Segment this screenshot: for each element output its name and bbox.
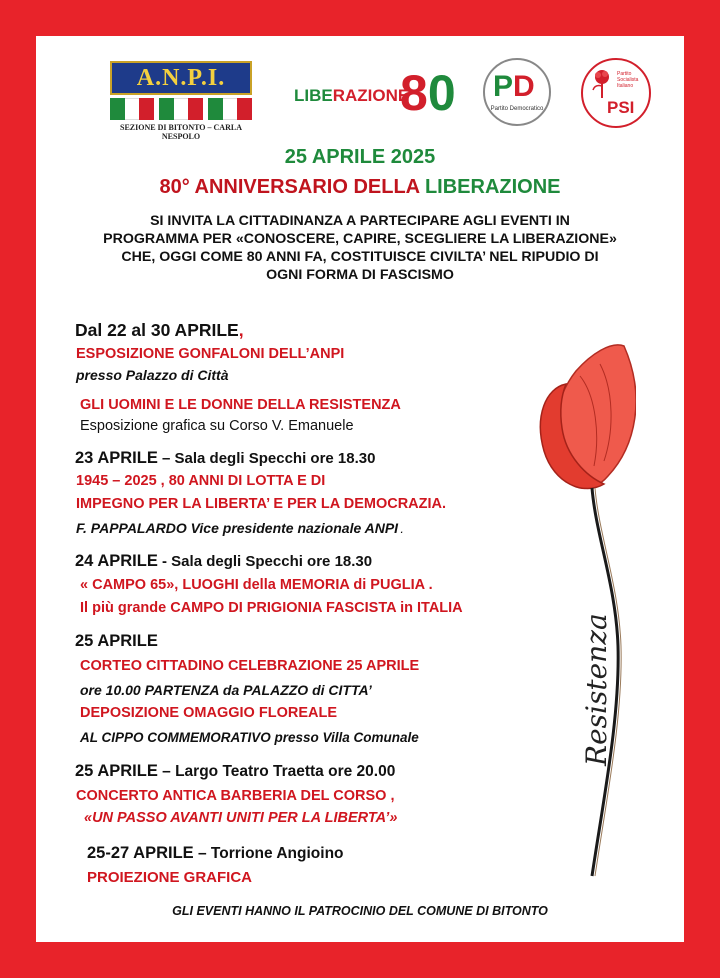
event-3-heading <box>75 449 375 468</box>
event-6-title-line-1: CONCERTO ANTICA BARBERIA DEL CORSO , <box>76 788 395 804</box>
event-1-date: Dal 22 al 30 APRILE, <box>75 320 244 340</box>
event-3-speaker: F. PAPPALARDO Vice presidente nazionale ANPI . <box>76 520 404 536</box>
event-4-date: 24 APRILE <box>75 552 158 570</box>
poster <box>36 36 684 942</box>
anniversary-title-liberazione: LIBERAZIONE <box>424 176 561 198</box>
event-3-place: – Sala degli Specchi ore 18.30 <box>157 450 376 467</box>
event-4-heading <box>75 552 372 571</box>
pd-logo <box>483 58 551 126</box>
event-1-place: presso Palazzo di Città <box>76 367 229 383</box>
event-4-place: - Sala degli Specchi ore 18.30 <box>157 553 373 570</box>
invitation-line: OGNI FORMA DI FASCISMO <box>266 267 454 283</box>
event-6-title-line-2: «UN PASSO AVANTI UNITI PER LA LIBERTA’» <box>84 810 398 826</box>
event-2-title: GLI UOMINI E LE DONNE DELLA RESISTENZA <box>80 397 401 413</box>
flower-caption: Resistenza <box>580 613 613 766</box>
event-5-title-line-2: DEPOSIZIONE OMAGGIO FLOREALE <box>80 705 337 721</box>
event-7-place: – Torrione Angioino <box>193 845 344 862</box>
event-7-date: 25-27 APRILE <box>87 844 194 862</box>
liberazione-80-logo <box>294 65 464 121</box>
liberazione-logo-text: LIBERAZIONE <box>294 86 410 105</box>
footer-patronage: GLI EVENTI HANNO IL PATROCINIO DEL COMUNE DI BITONTO <box>172 904 548 918</box>
psi-logo-text: PSI <box>607 98 635 117</box>
anniversary-title <box>36 176 684 199</box>
event-5-date: 25 APRILE <box>75 632 158 650</box>
event-7-heading <box>87 844 344 863</box>
event-4-title-line-2: Il più grande CAMPO DI PRIGIONIA FASCISTA in ITALIA <box>80 600 463 616</box>
event-3-title-line-2: IMPEGNO PER LA LIBERTA’ E PER LA DEMOCRAZIA. <box>76 496 447 512</box>
invitation-line: CHE, OGGI COME 80 ANNI FA, COSTITUISCE CIVILTA’ NEL RIPUDIO DI <box>121 249 599 265</box>
event-4-title-line-1: « CAMPO 65», LUOGHI della MEMORIA di PUGLIA . <box>80 577 433 593</box>
liberazione-logo-number: 80 <box>400 65 456 121</box>
event-5-line-2: ore 10.00 PARTENZA da PALAZZO di CITTA’ <box>80 682 372 698</box>
poppy-flower-illustration <box>496 336 636 881</box>
psi-logo <box>581 58 651 128</box>
event-6-date: 25 APRILE <box>75 762 158 780</box>
event-1-title: ESPOSIZIONE GONFALONI DELL’ANPI <box>76 346 345 362</box>
pd-logo-letters: PD <box>493 70 535 103</box>
event-6-heading <box>75 762 395 781</box>
anpi-logo-title: A.N.P.I. <box>110 61 252 95</box>
psi-logo-subtitle: Partito Socialista Italiano <box>617 71 639 89</box>
italian-flag-icon <box>110 98 154 120</box>
event-date-title: 25 APRILE 2025 <box>284 146 436 168</box>
italian-flag-icon <box>159 98 203 120</box>
anpi-logo <box>110 61 252 141</box>
event-2-place: Esposizione grafica su Corso V. Emanuele <box>80 418 354 434</box>
event-5-title-line-1: CORTEO CITTADINO CELEBRAZIONE 25 APRILE <box>80 658 420 674</box>
anpi-logo-subtitle: SEZIONE DI BITONTO – CARLA NESPOLO <box>120 123 242 141</box>
invitation-line: PROGRAMMA PER «CONOSCERE, CAPIRE, SCEGLIERE LA LIBERAZIONE» <box>103 231 617 247</box>
event-6-place: – Largo Teatro Traetta ore 20.00 <box>157 763 396 780</box>
pd-logo-subtitle: Partito Democratico <box>490 106 544 112</box>
event-5-line-4: AL CIPPO COMMEMORATIVO presso Villa Comunale <box>80 730 419 745</box>
event-3-date: 23 APRILE <box>75 449 158 467</box>
event-7-title: PROIEZIONE GRAFICA <box>87 869 253 886</box>
italian-flag-icon <box>208 98 252 120</box>
anpi-flags <box>110 98 252 120</box>
invitation-line: SI INVITA LA CITTADINANZA A PARTECIPARE AGLI EVENTI IN <box>150 213 570 229</box>
event-3-title-line-1: 1945 – 2025 , 80 ANNI DI LOTTA E DI <box>76 473 326 489</box>
anniversary-title-main: 80° ANNIVERSARIO DELLA <box>159 176 425 198</box>
carnation-icon <box>589 68 615 100</box>
invitation-text <box>54 212 666 284</box>
